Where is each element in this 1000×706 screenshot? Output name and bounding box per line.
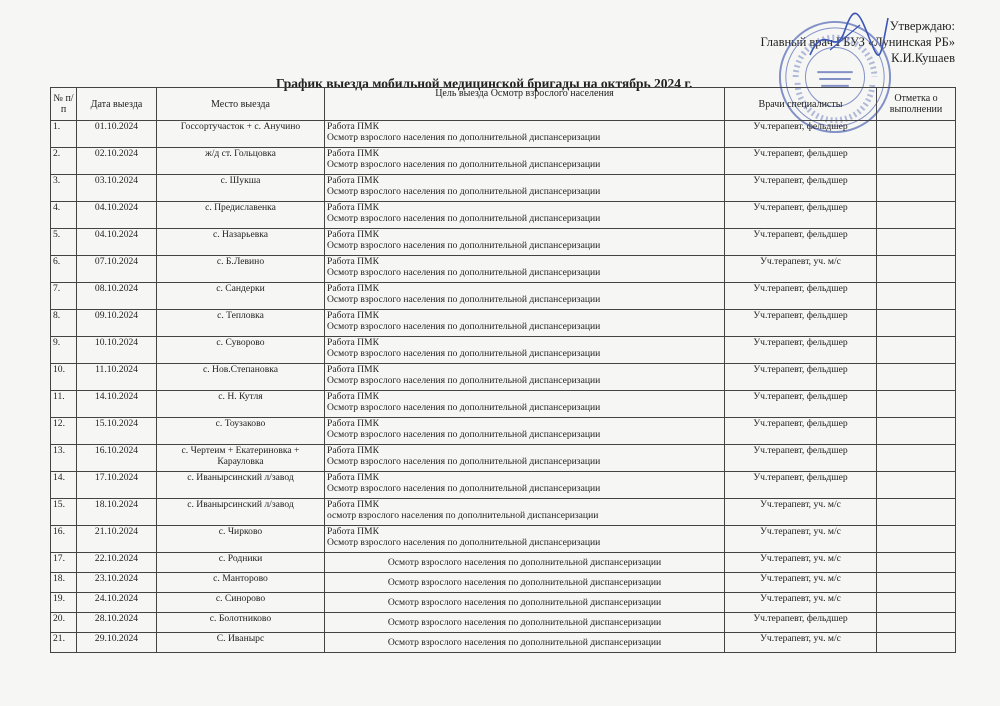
row-num: 13.: [51, 445, 77, 472]
schedule-table: [50, 87, 956, 653]
row-place: с. Б.Левино: [157, 256, 325, 283]
row-mark: [877, 633, 956, 653]
row-num: 12.: [51, 418, 77, 445]
row-mark: [877, 337, 956, 364]
row-goal: Осмотр взрослого населения по дополнительной диспансеризации: [325, 613, 725, 633]
table-row: [51, 391, 956, 418]
row-spec: Уч.терапевт, уч. м/с: [725, 593, 877, 613]
row-goal: [325, 121, 725, 148]
row-spec: Уч.терапевт, уч. м/с: [725, 573, 877, 593]
row-place: с. Родники: [157, 553, 325, 573]
row-goal-line2: Осмотр взрослого населения по дополнительной диспансеризации: [327, 456, 601, 467]
row-goal: Осмотр взрослого населения по дополнительной диспансеризации: [325, 573, 725, 593]
row-date: 07.10.2024: [77, 256, 157, 283]
row-goal-line1: Работа ПМК: [327, 229, 379, 240]
row-mark: [877, 229, 956, 256]
row-mark: [877, 202, 956, 229]
row-goal: [325, 310, 725, 337]
table-row: [51, 418, 956, 445]
row-mark: [877, 256, 956, 283]
row-date: 15.10.2024: [77, 418, 157, 445]
row-mark: [877, 593, 956, 613]
row-goal-line2: осмотр взрослого населения по дополнительной диспансеризации: [327, 510, 599, 521]
row-date: 22.10.2024: [77, 553, 157, 573]
table-row: [51, 445, 956, 472]
row-mark: [877, 499, 956, 526]
signature-icon: [800, 10, 890, 70]
row-spec: Уч.терапевт, фельдшер: [725, 418, 877, 445]
row-goal-line1: Работа ПМК: [327, 310, 379, 321]
row-date: 09.10.2024: [77, 310, 157, 337]
row-goal: [325, 391, 725, 418]
row-num: 20.: [51, 613, 77, 633]
row-num: 8.: [51, 310, 77, 337]
approval-line-1: Утверждаю:: [889, 19, 955, 33]
table-row: [51, 573, 956, 593]
row-place: с. Н. Кутля: [157, 391, 325, 418]
row-mark: [877, 121, 956, 148]
row-goal: [325, 364, 725, 391]
row-spec: Уч.терапевт, фельдшер: [725, 364, 877, 391]
row-spec: Уч.терапевт, фельдшер: [725, 310, 877, 337]
row-mark: [877, 526, 956, 553]
row-num: 16.: [51, 526, 77, 553]
row-goal: [325, 472, 725, 499]
row-num: 11.: [51, 391, 77, 418]
row-place: с. Суворово: [157, 337, 325, 364]
row-date: 04.10.2024: [77, 202, 157, 229]
row-goal-line2: Осмотр взрослого населения по дополнительной диспансеризации: [327, 537, 601, 548]
row-spec: Уч.терапевт, фельдшер: [725, 337, 877, 364]
row-place: с. Чертеим + Екатериновка + Карауловка: [157, 445, 325, 472]
row-goal-line2: Осмотр взрослого населения по дополнительной диспансеризации: [327, 429, 601, 440]
row-spec: Уч.терапевт, фельдшер: [725, 121, 877, 148]
row-spec: Уч.терапевт, уч. м/с: [725, 526, 877, 553]
table-row: [51, 202, 956, 229]
row-spec: Уч.терапевт, фельдшер: [725, 202, 877, 229]
row-mark: [877, 445, 956, 472]
row-num: 18.: [51, 573, 77, 593]
row-date: 01.10.2024: [77, 121, 157, 148]
header-date: Дата выезда: [77, 88, 157, 121]
row-date: 23.10.2024: [77, 573, 157, 593]
row-place: с. Иванырсинский л/завод: [157, 499, 325, 526]
approval-line-3: К.И.Кушаев: [891, 51, 955, 65]
table-row: [51, 229, 956, 256]
row-goal-line1: Работа ПМК: [327, 202, 379, 213]
row-spec: Уч.терапевт, уч. м/с: [725, 256, 877, 283]
row-goal-line1: Работа ПМК: [327, 175, 379, 186]
row-spec: Уч.терапевт, фельдшер: [725, 445, 877, 472]
row-date: 04.10.2024: [77, 229, 157, 256]
row-goal: [325, 418, 725, 445]
row-date: 10.10.2024: [77, 337, 157, 364]
row-mark: [877, 472, 956, 499]
row-goal: [325, 499, 725, 526]
row-place: с. Манторово: [157, 573, 325, 593]
row-goal: [325, 283, 725, 310]
page-title: График выезда мобильной медицинской бригады на октябрь 2024 г.: [276, 76, 693, 91]
row-goal: [325, 445, 725, 472]
row-spec: Уч.терапевт, уч. м/с: [725, 633, 877, 653]
row-spec: Уч.терапевт, фельдшер: [725, 391, 877, 418]
row-mark: [877, 364, 956, 391]
row-num: 6.: [51, 256, 77, 283]
row-goal: [325, 256, 725, 283]
row-place: с. Тоузаково: [157, 418, 325, 445]
row-goal-line2: Осмотр взрослого населения по дополнительной диспансеризации: [327, 375, 601, 386]
row-goal-line1: Работа ПМК: [327, 364, 379, 375]
row-num: 5.: [51, 229, 77, 256]
row-num: 10.: [51, 364, 77, 391]
row-goal-line2: Осмотр взрослого населения по дополнительной диспансеризации: [327, 213, 601, 224]
table-row: [51, 633, 956, 653]
row-mark: [877, 310, 956, 337]
row-mark: [877, 553, 956, 573]
row-date: 17.10.2024: [77, 472, 157, 499]
table-row: [51, 593, 956, 613]
header-goal: Цель выезда Осмотр взрослого населения: [325, 88, 725, 121]
table-row: [51, 283, 956, 310]
row-spec: Уч.терапевт, уч. м/с: [725, 499, 877, 526]
table-row: [51, 364, 956, 391]
row-goal: [325, 229, 725, 256]
row-goal-line1: Работа ПМК: [327, 148, 379, 159]
header-num: № п/п: [51, 88, 77, 121]
table-row: [51, 337, 956, 364]
row-date: 08.10.2024: [77, 283, 157, 310]
table-row: [51, 175, 956, 202]
row-mark: [877, 613, 956, 633]
row-goal-line1: Работа ПМК: [327, 472, 379, 483]
header-place: Место выезда: [157, 88, 325, 121]
row-goal: [325, 148, 725, 175]
row-goal: Осмотр взрослого населения по дополнительной диспансеризации: [325, 633, 725, 653]
row-date: 02.10.2024: [77, 148, 157, 175]
table-row: [51, 148, 956, 175]
row-goal-line2: Осмотр взрослого населения по дополнительной диспансеризации: [327, 186, 601, 197]
row-mark: [877, 391, 956, 418]
row-spec: Уч.терапевт, фельдшер: [725, 472, 877, 499]
row-goal: [325, 202, 725, 229]
row-num: 15.: [51, 499, 77, 526]
row-goal: Осмотр взрослого населения по дополнительной диспансеризации: [325, 553, 725, 573]
row-mark: [877, 148, 956, 175]
row-spec: Уч.терапевт, фельдшер: [725, 229, 877, 256]
row-place: с. Предиславенка: [157, 202, 325, 229]
row-date: 24.10.2024: [77, 593, 157, 613]
row-goal-line2: Осмотр взрослого населения по дополнительной диспансеризации: [327, 321, 601, 332]
row-goal-line2: Осмотр взрослого населения по дополнительной диспансеризации: [327, 132, 601, 143]
row-goal-line1: Работа ПМК: [327, 445, 379, 456]
row-goal-line2: Осмотр взрослого населения по дополнительной диспансеризации: [327, 240, 601, 251]
row-place: с. Назарьевка: [157, 229, 325, 256]
row-goal-line2: Осмотр взрослого населения по дополнительной диспансеризации: [327, 294, 601, 305]
row-place: с. Синорово: [157, 593, 325, 613]
row-num: 17.: [51, 553, 77, 573]
row-date: 03.10.2024: [77, 175, 157, 202]
row-num: 21.: [51, 633, 77, 653]
row-place: с. Нов.Степановка: [157, 364, 325, 391]
table-row: [51, 472, 956, 499]
row-goal: [325, 337, 725, 364]
row-goal-line2: Осмотр взрослого населения по дополнительной диспансеризации: [327, 348, 601, 359]
row-num: 19.: [51, 593, 77, 613]
row-goal-line1: Работа ПМК: [327, 121, 379, 132]
row-date: 16.10.2024: [77, 445, 157, 472]
row-mark: [877, 418, 956, 445]
row-num: 4.: [51, 202, 77, 229]
row-place: с. Шукша: [157, 175, 325, 202]
row-date: 14.10.2024: [77, 391, 157, 418]
row-goal-line2: Осмотр взрослого населения по дополнительной диспансеризации: [327, 159, 601, 170]
row-mark: [877, 573, 956, 593]
row-date: 18.10.2024: [77, 499, 157, 526]
table-row: [51, 553, 956, 573]
row-goal-line2: Осмотр взрослого населения по дополнительной диспансеризации: [327, 402, 601, 413]
row-goal-line1: Работа ПМК: [327, 283, 379, 294]
row-spec: Уч.терапевт, фельдшер: [725, 283, 877, 310]
table-row: [51, 499, 956, 526]
table-row: [51, 310, 956, 337]
header-mark: Отметка о выполнении: [877, 88, 956, 121]
table-row: [51, 613, 956, 633]
row-spec: Уч.терапевт, фельдшер: [725, 613, 877, 633]
row-mark: [877, 283, 956, 310]
row-num: 1.: [51, 121, 77, 148]
row-spec: Уч.терапевт, фельдшер: [725, 148, 877, 175]
row-goal-line1: Работа ПМК: [327, 499, 379, 510]
row-place: с. Иванырсинский л/завод: [157, 472, 325, 499]
row-num: 9.: [51, 337, 77, 364]
row-place: Госсортучасток + с. Анучино: [157, 121, 325, 148]
row-num: 2.: [51, 148, 77, 175]
row-goal-line1: Работа ПМК: [327, 418, 379, 429]
row-place: ж/д ст. Гольцовка: [157, 148, 325, 175]
row-goal-line1: Работа ПМК: [327, 391, 379, 402]
row-goal: Осмотр взрослого населения по дополнительной диспансеризации: [325, 593, 725, 613]
row-goal-line1: Работа ПМК: [327, 526, 379, 537]
row-goal-line2: Осмотр взрослого населения по дополнительной диспансеризации: [327, 267, 601, 278]
row-goal-line2: Осмотр взрослого населения по дополнительной диспансеризации: [327, 483, 601, 494]
table-row: [51, 526, 956, 553]
row-date: 29.10.2024: [77, 633, 157, 653]
row-goal-line1: Работа ПМК: [327, 337, 379, 348]
row-date: 28.10.2024: [77, 613, 157, 633]
row-place: с. Тепловка: [157, 310, 325, 337]
row-goal: [325, 175, 725, 202]
row-place: с. Болотниково: [157, 613, 325, 633]
row-goal: [325, 526, 725, 553]
row-num: 14.: [51, 472, 77, 499]
row-place: с. Чирково: [157, 526, 325, 553]
approval-line-2: Главный врач ГБУЗ «Лунинская РБ»: [760, 35, 955, 49]
row-place: С. Иванырс: [157, 633, 325, 653]
row-mark: [877, 175, 956, 202]
header-doctors: Врачи специалисты: [725, 88, 877, 121]
row-spec: Уч.терапевт, уч. м/с: [725, 553, 877, 573]
row-date: 21.10.2024: [77, 526, 157, 553]
row-num: 3.: [51, 175, 77, 202]
table-header-row: [51, 88, 956, 121]
row-place: с. Сандерки: [157, 283, 325, 310]
row-num: 7.: [51, 283, 77, 310]
table-row: [51, 121, 956, 148]
row-goal-line1: Работа ПМК: [327, 256, 379, 267]
table-row: [51, 256, 956, 283]
row-spec: Уч.терапевт, фельдшер: [725, 175, 877, 202]
row-date: 11.10.2024: [77, 364, 157, 391]
